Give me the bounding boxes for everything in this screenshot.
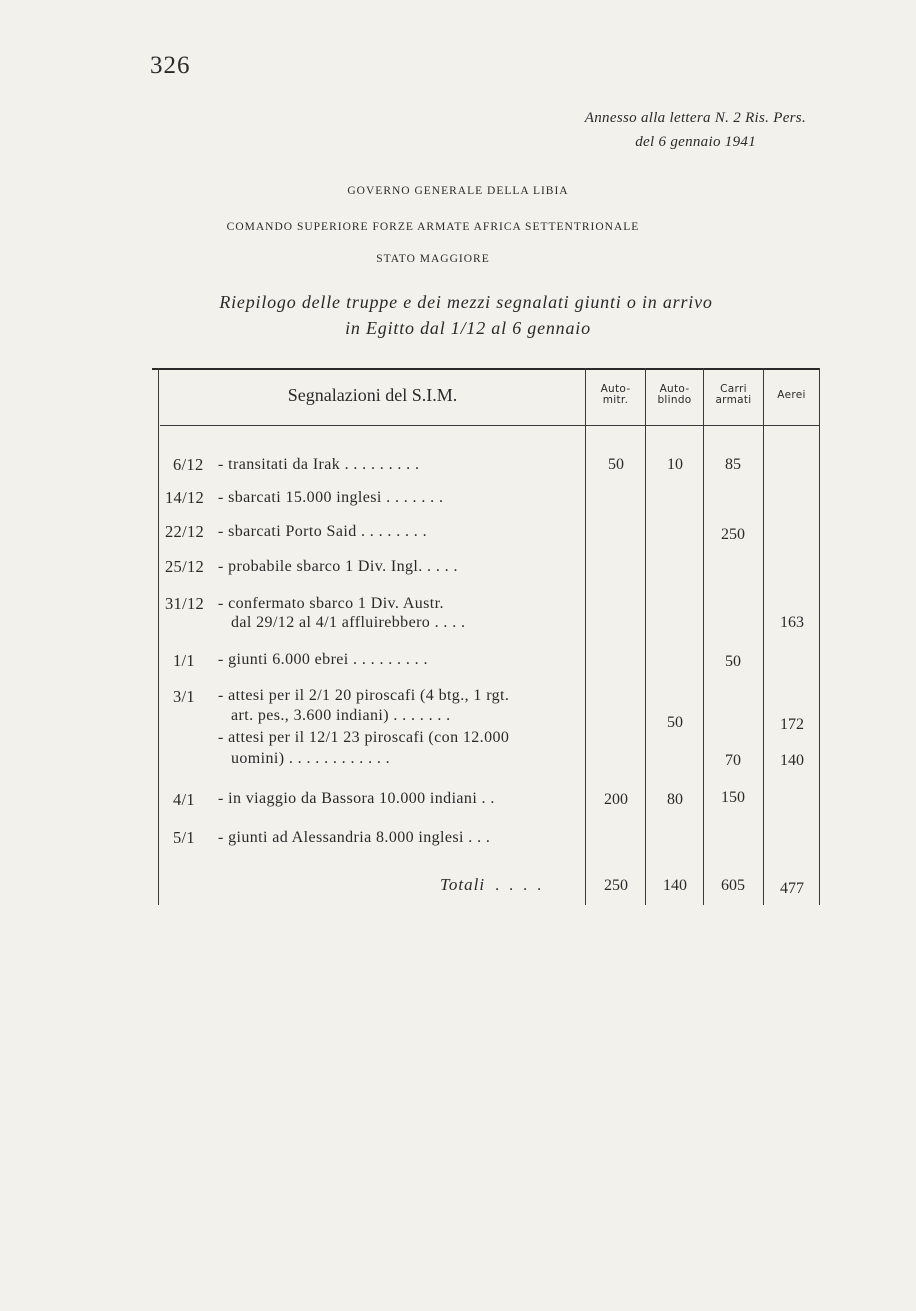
row-date: 22/12 [165,522,205,541]
header-staff: STATO MAGGIORE [376,253,490,265]
document-title: Riepilogo delle truppe e dei mezzi segnalati giunti o in arrivo [219,292,713,312]
row-date: 25/12 [165,557,205,576]
table-right-border [819,368,820,905]
col-divider-carri [703,368,704,905]
table-top-rule [152,368,820,370]
table-left-border [158,368,159,905]
row-date: 5/1 [173,828,195,847]
column-header-segnalazioni: Segnalazioni del S.I.M. [287,385,458,405]
row-date: 14/12 [165,488,205,507]
totals-label: Totali [440,875,486,894]
cell-autoblindo: 10 [667,456,683,473]
row-description: - probabile sbarco 1 Div. Ingl. . . . . [218,558,458,575]
row-description: - attesi per il 2/1 20 piroscafi (4 btg., 1 rgt. [218,687,510,704]
page-number: 326 [150,52,191,79]
row-description-continued: art. pes., 3.600 indiani) . . . . . . . [231,707,451,724]
totals-dots: . . . . [495,877,545,894]
row-description: - transitati da Irak . . . . . . . . . [218,456,420,473]
header-separator [160,425,820,426]
document-subtitle: in Egitto dal 1/12 al 6 gennaio [345,318,591,338]
cell-carri: 85 [725,456,741,473]
total-automitr: 250 [604,877,628,894]
row-description: - in viaggio da Bassora 10.000 indiani . . [218,790,495,807]
row-date: 6/12 [173,455,204,474]
row-description: - sbarcati Porto Said . . . . . . . . [218,523,427,540]
row-description-second: - attesi per il 12/1 23 piroscafi (con 12.000 [218,729,510,746]
cell-aerei: 172 [780,716,804,733]
total-aerei: 477 [780,880,804,897]
cell-autoblindo: 80 [667,791,683,808]
row-date: 3/1 [173,687,195,706]
row-date: 1/1 [173,651,195,670]
row-description-continued: dal 29/12 al 4/1 affluirebbero . . . . [231,614,466,631]
cell-aerei: 163 [780,614,804,631]
row-description-second-continued: uomini) . . . . . . . . . . . . [231,750,391,767]
cell-aerei: 140 [780,752,804,769]
cell-carri: 70 [725,752,741,769]
column-header-carri-armati: Carri armati [715,383,752,406]
cell-carri: 150 [721,789,745,806]
cell-automitr: 50 [608,456,624,473]
row-date: 4/1 [173,790,195,809]
row-description: - confermato sbarco 1 Div. Austr. [218,595,444,612]
row-date: 31/12 [165,594,205,613]
header-command: COMANDO SUPERIORE FORZE ARMATE AFRICA SETTENTRIONALE [226,221,640,233]
col-divider-aerei [763,368,764,905]
row-description: - sbarcati 15.000 inglesi . . . . . . . [218,489,444,506]
annex-date: del 6 gennaio 1941 [635,134,756,150]
row-description: - giunti 6.000 ebrei . . . . . . . . . [218,651,428,668]
cell-autoblindo: 50 [667,714,683,731]
cell-carri: 250 [721,526,745,543]
col-divider-autoblindo [645,368,646,905]
totals-label-group [440,875,544,895]
header-government: GOVERNO GENERALE DELLA LIBIA [347,185,569,197]
total-autoblindo: 140 [663,877,687,894]
annex-reference: Annesso alla lettera N. 2 Ris. Pers. [584,110,806,126]
total-carri: 605 [721,877,745,894]
cell-automitr: 200 [604,791,628,808]
column-header-aerei: Aerei [777,389,806,401]
col-divider-automitr [585,368,586,905]
row-description: - giunti ad Alessandria 8.000 inglesi . . . [218,829,491,846]
column-header-automitr: Auto- mitr. [600,383,631,406]
column-header-autoblindo: Auto- blindo [657,383,692,406]
cell-carri: 50 [725,653,741,670]
